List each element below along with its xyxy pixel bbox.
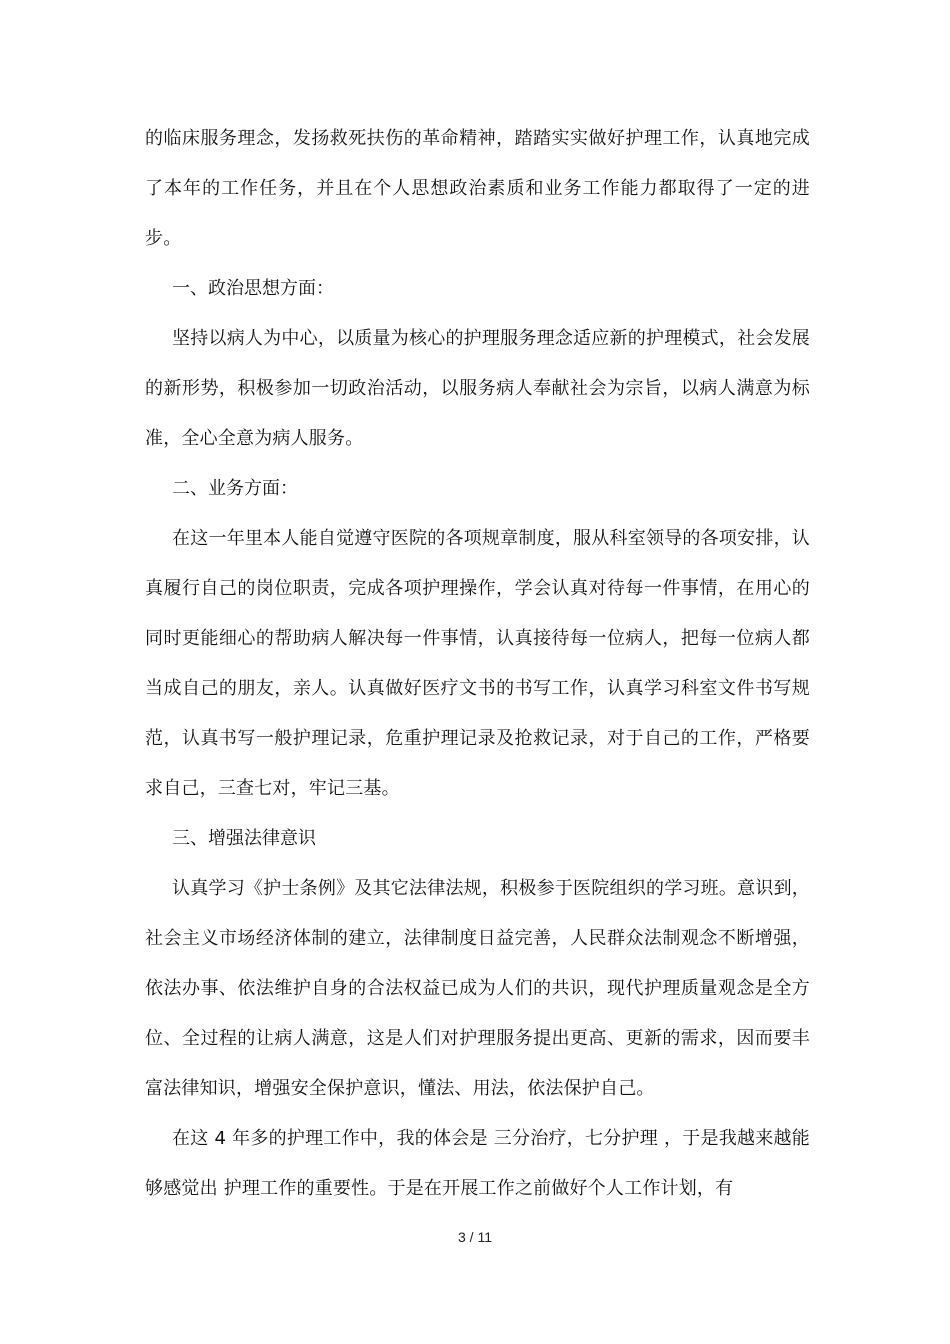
paragraph-intro: 的临床服务理念，发扬救死扶伤的革命精神，踏踏实实做好护理工作，认真地完成了本年的工作任务，并且在个人思想政治素质和业务工作能力都取得了一定的进步。: [145, 128, 810, 249]
section-heading-political: 一、政治思想方面：: [172, 278, 334, 299]
paragraph-business: 在这一年里本人能自觉遵守医院的各项规章制度，服从科室领导的各项安排，认真履行自己的岗位职责，完成各项护理操作，学会认真对待每一件事情，在用心的同时更能细心的帮助病人解决每一件事情，认真接待每一位病人，把每一位病人都当成自己的朋友，亲人。认真做好医疗文书的书写工作，认真学习科室文件书写规范，认真书写一般护理记录，危重护理记录及抢救记录，对于自己的工作，严格要求自己，三查七对，牢记三基。: [145, 528, 810, 799]
page-number: 3 / 11: [458, 1229, 492, 1245]
section-heading-legal: 三、增强法律意识: [172, 828, 316, 849]
document-body: [145, 114, 810, 1214]
section-heading-business: 二、业务方面：: [172, 478, 298, 499]
paragraph-legal: 认真学习《护士条例》及其它法律法规，积极参于医院组织的学习班。意识到，社会主义市场经济体制的建立，法律制度日益完善，人民群众法制观念不断增强，依法办事、依法维护自身的合法权益已成为人们的共识，现代护理质量观念是全方位、全过程的让病人满意，这是人们对护理服务提出更高、更新的需求，因而要丰富法律知识，增强安全保护意识，懂法、用法，依法保护自己。: [145, 878, 810, 1099]
paragraph-experience: 在这 4 年多的护理工作中，我的体会是 三分治疗，七分护理 ，于是我越来越能够感觉出 护理工作的重要性。于是在开展工作之前做好个人工作计划，有: [145, 1128, 810, 1199]
paragraph-political: 坚持以病人为中心，以质量为核心的护理服务理念适应新的护理模式，社会发展的新形势，积极参加一切政治活动，以服务病人奉献社会为宗旨，以病人满意为标准，全心全意为病人服务。: [145, 328, 810, 449]
